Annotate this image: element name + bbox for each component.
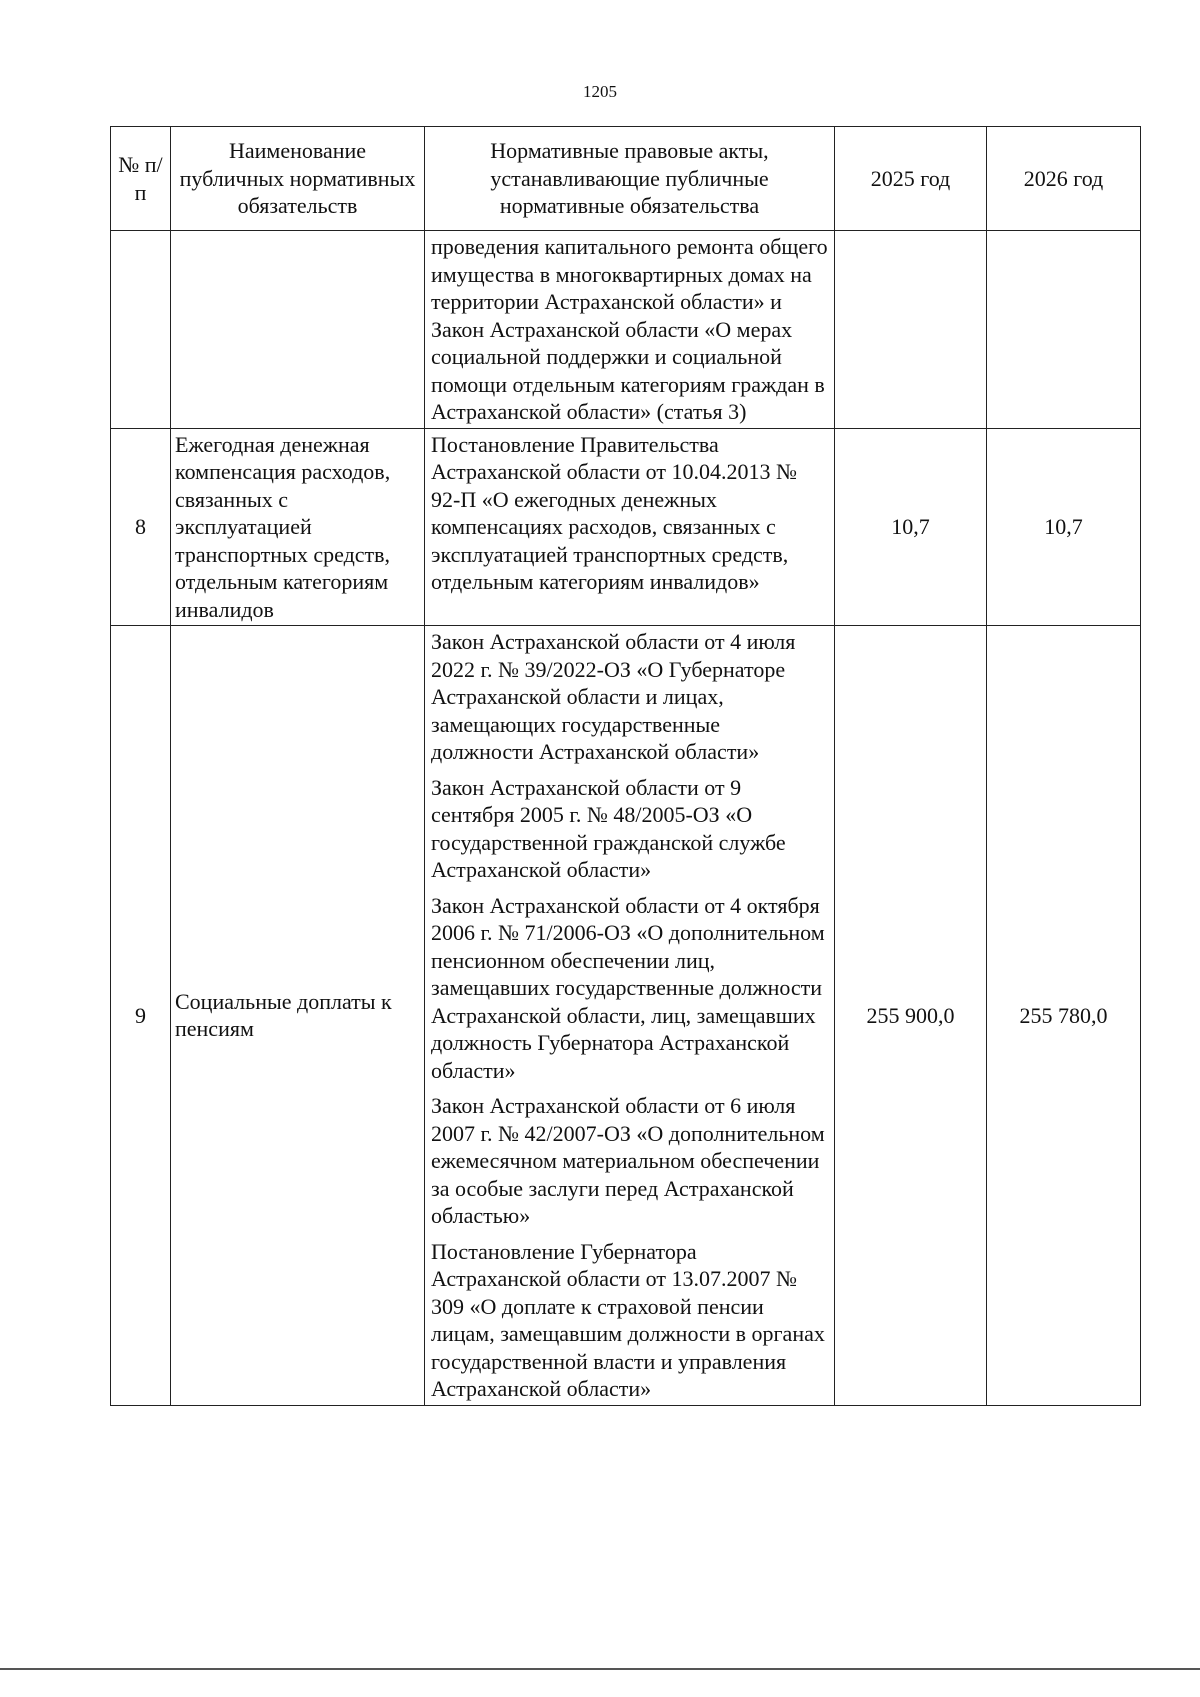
row-obligation-name [171, 231, 425, 429]
table-row [111, 428, 1141, 626]
row-value-2026 [987, 231, 1141, 429]
row-obligation-name: Социальные доплаты к пенсиям [171, 626, 425, 1406]
row-number: 8 [111, 428, 171, 626]
header-legal-acts: Нормативные правовые акты, устанавливающие публичные нормативные обязательства [425, 127, 835, 231]
row-value-2026: 255 780,0 [987, 626, 1141, 1406]
row-value-2025: 10,7 [835, 428, 987, 626]
legal-act: Постановление Правительства Астраханской области от 10.04.2013 № 92-П «О ежегодных денежных компенсациях расходов, связанных с эксплуатацией транспортных средств, отдельным категориям инвалидов» [431, 431, 797, 594]
legal-act: проведения капитального ремонта общего имущества в многоквартирных домах на территории Астраханской области» и Закон Астраханской области «О мерах социальной поддержки и социальной помощи отдельным категориям граждан в Астраханской области» (статья 3) [431, 234, 828, 424]
obligations-table [110, 126, 1141, 1406]
page-number: 1205 [583, 82, 617, 101]
page-bottom-rule [0, 1668, 1200, 1670]
row-legal-acts [425, 626, 835, 1406]
row-number [111, 231, 171, 429]
header-obligation-name: Наименование публичных нормативных обязательств [171, 127, 425, 231]
header-year-2026: 2026 год [987, 127, 1141, 231]
table-row [111, 626, 1141, 1406]
legal-act: Постановление Губернатора Астраханской области от 13.07.2007 № 309 «О доплате к страховой пенсии лицам, замещавшим должности в органах государственной власти и управления Астраханской области» [431, 1238, 825, 1401]
row-value-2026: 10,7 [987, 428, 1141, 626]
header-number: № п/п [111, 127, 171, 231]
table-header-row [111, 127, 1141, 231]
legal-act: Закон Астраханской области от 9 сентября 2005 г. № 48/2005-ОЗ «О государственной гражданской службе Астраханской области» [431, 774, 786, 882]
row-obligation-name: Ежегодная денежная компенсация расходов, связанных с эксплуатацией транспортных средств, отдельным категориям инвалидов [171, 428, 425, 626]
legal-act: Закон Астраханской области от 4 октября 2006 г. № 71/2006-ОЗ «О дополнительном пенсионном обеспечении лиц, замещавших государственные должности Астраханской области, лиц, замещавших должность Губернатора Астраханской области» [431, 892, 825, 1083]
row-number: 9 [111, 626, 171, 1406]
header-year-2025: 2025 год [835, 127, 987, 231]
row-legal-acts [425, 231, 835, 429]
row-value-2025: 255 900,0 [835, 626, 987, 1406]
legal-act: Закон Астраханской области от 6 июля 2007 г. № 42/2007-ОЗ «О дополнительном ежемесячном материальном обеспечении за особые заслуги перед Астраханской областью» [431, 1093, 825, 1228]
row-value-2025 [835, 231, 987, 429]
table-row [111, 231, 1141, 429]
legal-act: Закон Астраханской области от 4 июля 2022 г. № 39/2022-ОЗ «О Губернаторе Астраханской области и лицах, замещающих государственные должности Астраханской области» [431, 629, 796, 764]
row-legal-acts [425, 428, 835, 626]
